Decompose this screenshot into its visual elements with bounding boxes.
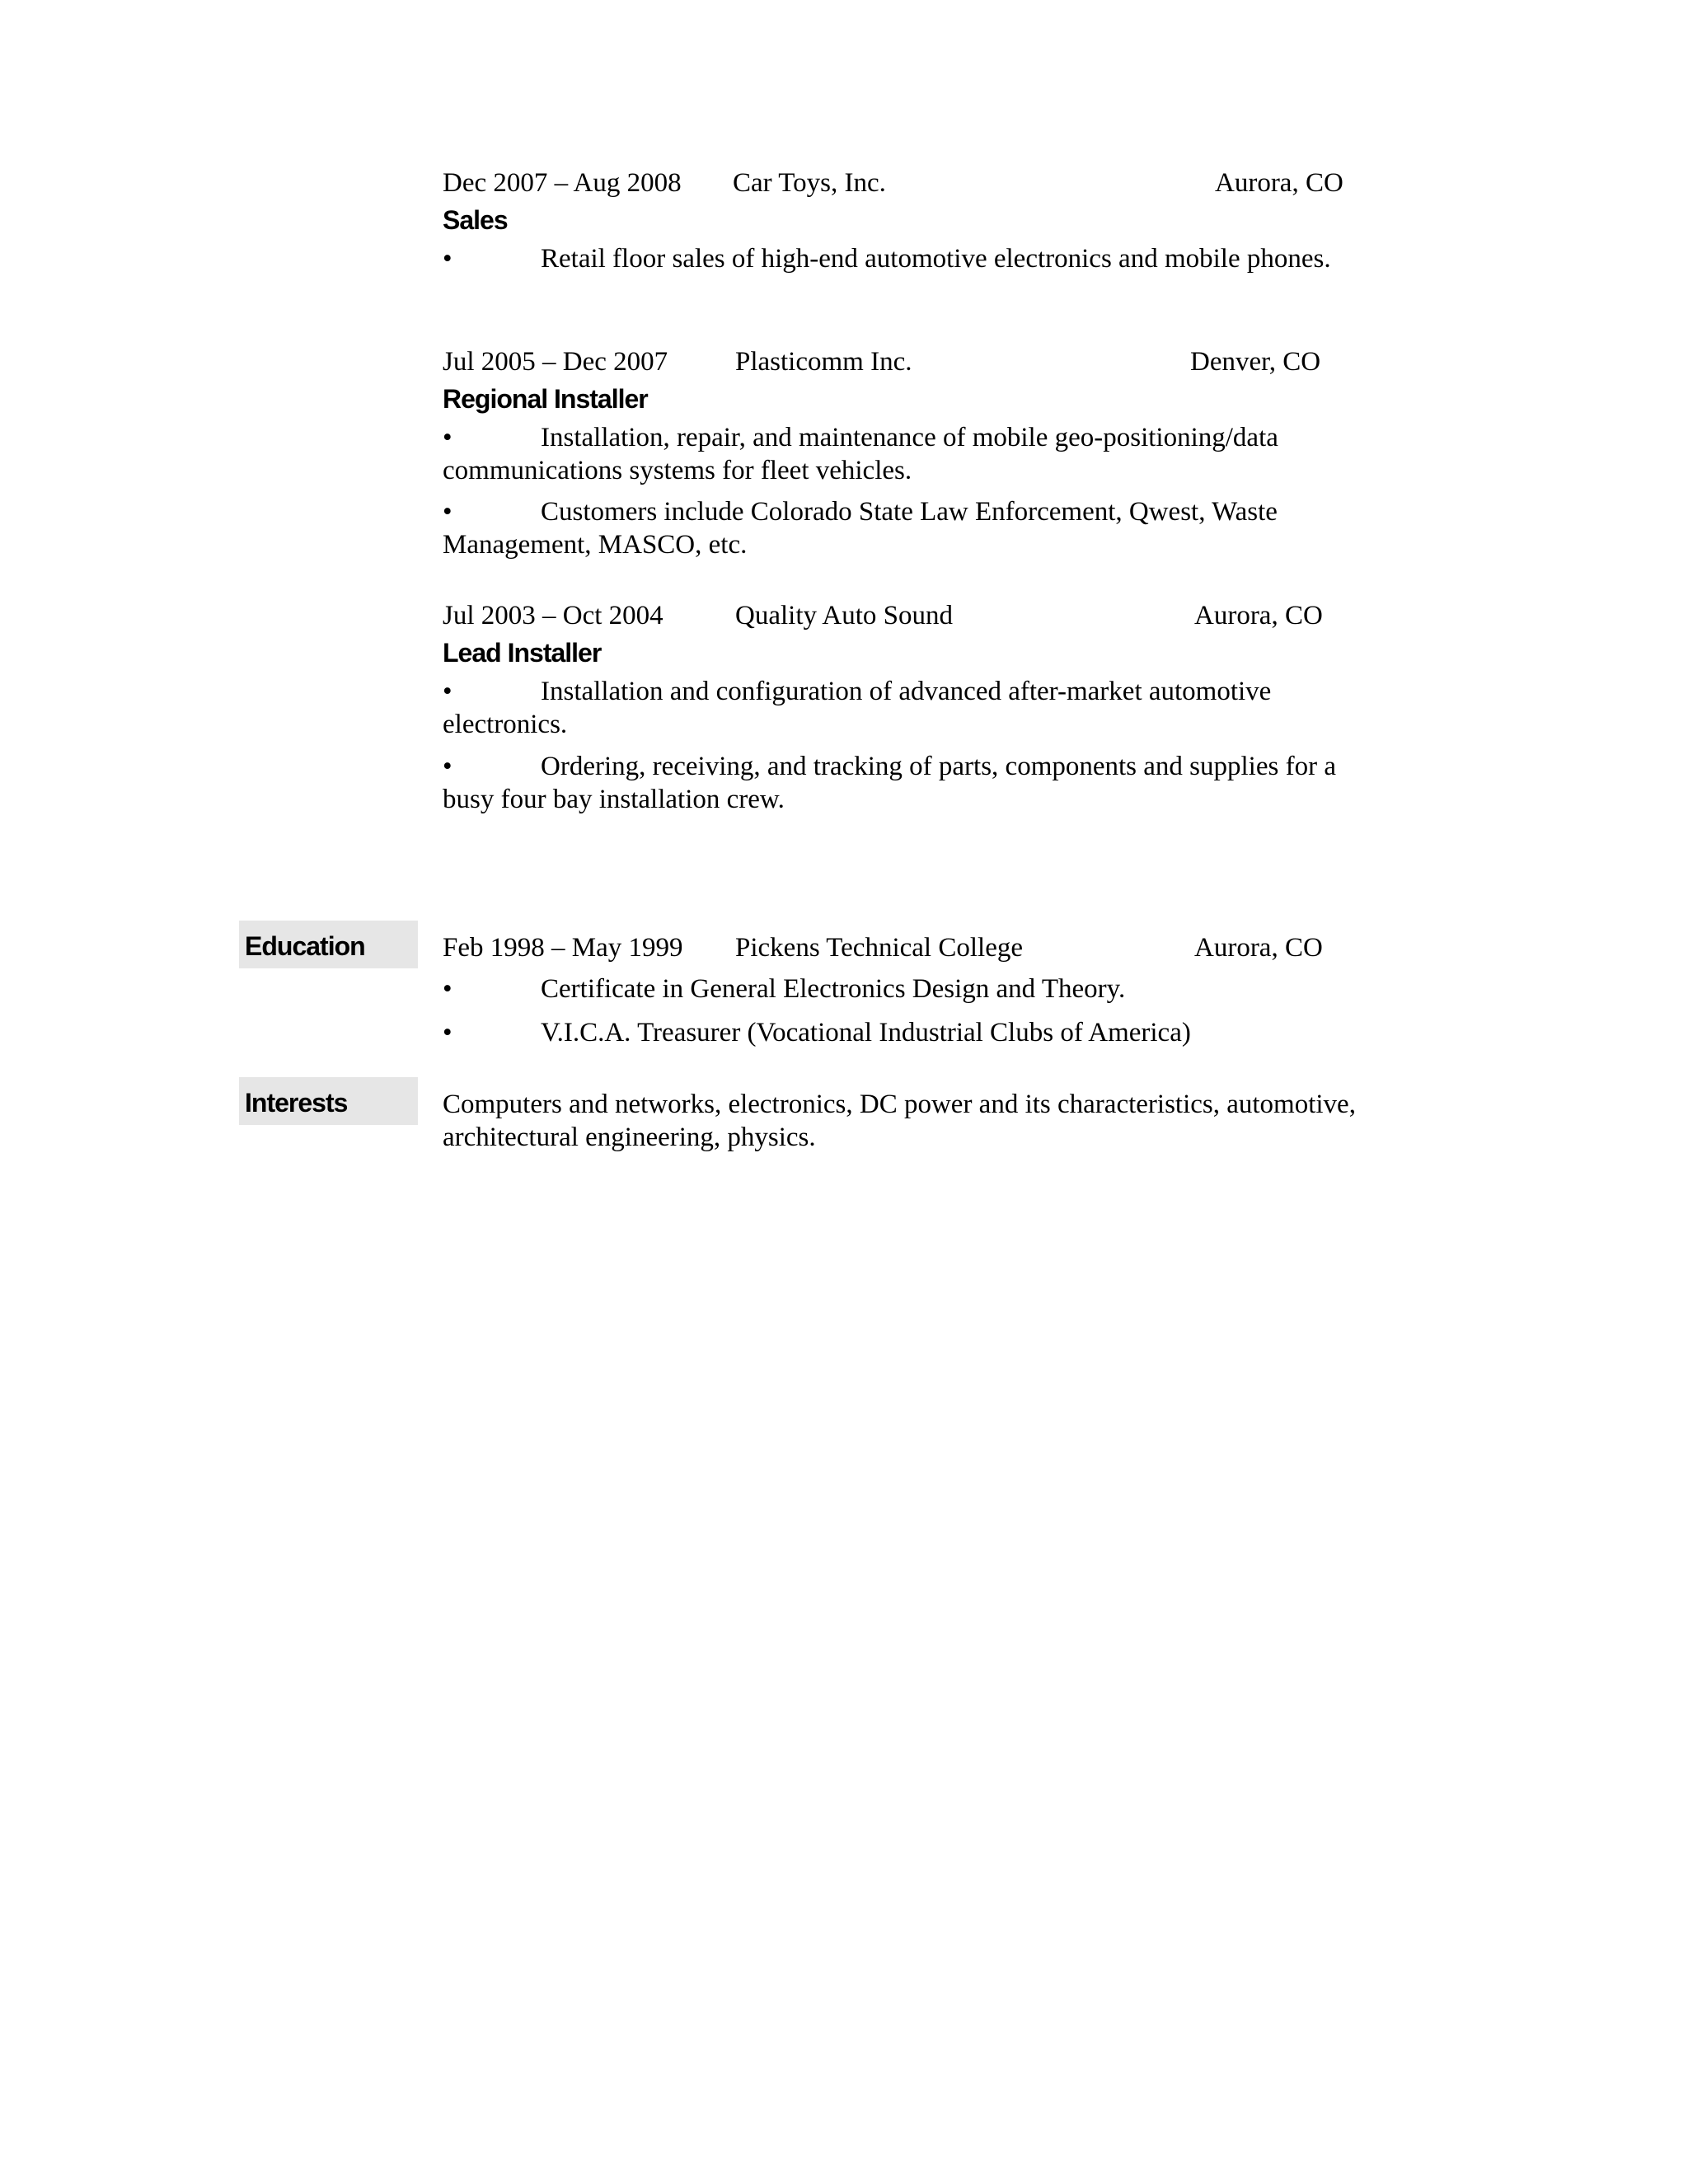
job-2-bullet-2	[443, 495, 1366, 561]
education-bullet-2	[443, 1016, 1366, 1049]
education-school: Pickens Technical College	[735, 933, 1023, 963]
bullet-text: Installation, repair, and maintenance of mobile geo-positioning/data communications systems for fleet vehicles.	[443, 423, 1278, 485]
education-location: Aurora, CO	[1194, 933, 1323, 963]
bullet-text: Ordering, receiving, and tracking of parts, components and supplies for a busy four bay installation crew.	[443, 752, 1336, 814]
bullet-text: Retail floor sales of high-end automotive electronics and mobile phones.	[541, 244, 1331, 274]
job-3-dates: Jul 2003 – Oct 2004	[443, 601, 663, 630]
job-3-location: Aurora, CO	[1194, 601, 1323, 630]
bullet-icon: •	[443, 497, 452, 527]
job-3-company: Quality Auto Sound	[735, 601, 954, 630]
job-3-bullet-2	[443, 750, 1366, 816]
job-2-title: Regional Installer	[443, 384, 648, 414]
job-1-location: Aurora, CO	[1215, 168, 1343, 198]
education-section-label: Education	[239, 921, 418, 968]
bullet-icon: •	[443, 423, 452, 452]
job-2-company: Plasticomm Inc.	[735, 347, 912, 377]
job-2-dates: Jul 2005 – Dec 2007	[443, 347, 668, 377]
bullet-text: Installation and configuration of advanced after-market automotive electronics.	[443, 677, 1272, 739]
job-2-location: Denver, CO	[1190, 347, 1321, 377]
bullet-icon: •	[443, 677, 452, 706]
bullet-text: V.I.C.A. Treasurer (Vocational Industrial Clubs of America)	[541, 1018, 1191, 1047]
job-2-bullet-1	[443, 421, 1366, 487]
bullet-icon: •	[443, 244, 452, 274]
education-bullet-1	[443, 972, 1366, 1005]
bullet-text: Certificate in General Electronics Design and Theory.	[541, 974, 1126, 1004]
job-3-bullet-1	[443, 675, 1366, 741]
job-1-title: Sales	[443, 205, 508, 235]
bullet-icon: •	[443, 752, 452, 781]
bullet-text: Customers include Colorado State Law Enforcement, Qwest, Waste Management, MASCO, etc.	[443, 497, 1278, 560]
bullet-icon: •	[443, 1018, 452, 1047]
job-1-company: Car Toys, Inc.	[733, 168, 886, 198]
job-1-dates: Dec 2007 – Aug 2008	[443, 168, 682, 198]
bullet-icon: •	[443, 974, 452, 1004]
interests-text: Computers and networks, electronics, DC power and its characteristics, automotive, architectural engineering, physics.	[443, 1090, 1356, 1152]
job-1-bullet-1	[443, 242, 1366, 275]
interests-section-label: Interests	[239, 1077, 418, 1125]
education-dates: Feb 1998 – May 1999	[443, 933, 683, 963]
job-3-title: Lead Installer	[443, 638, 602, 668]
